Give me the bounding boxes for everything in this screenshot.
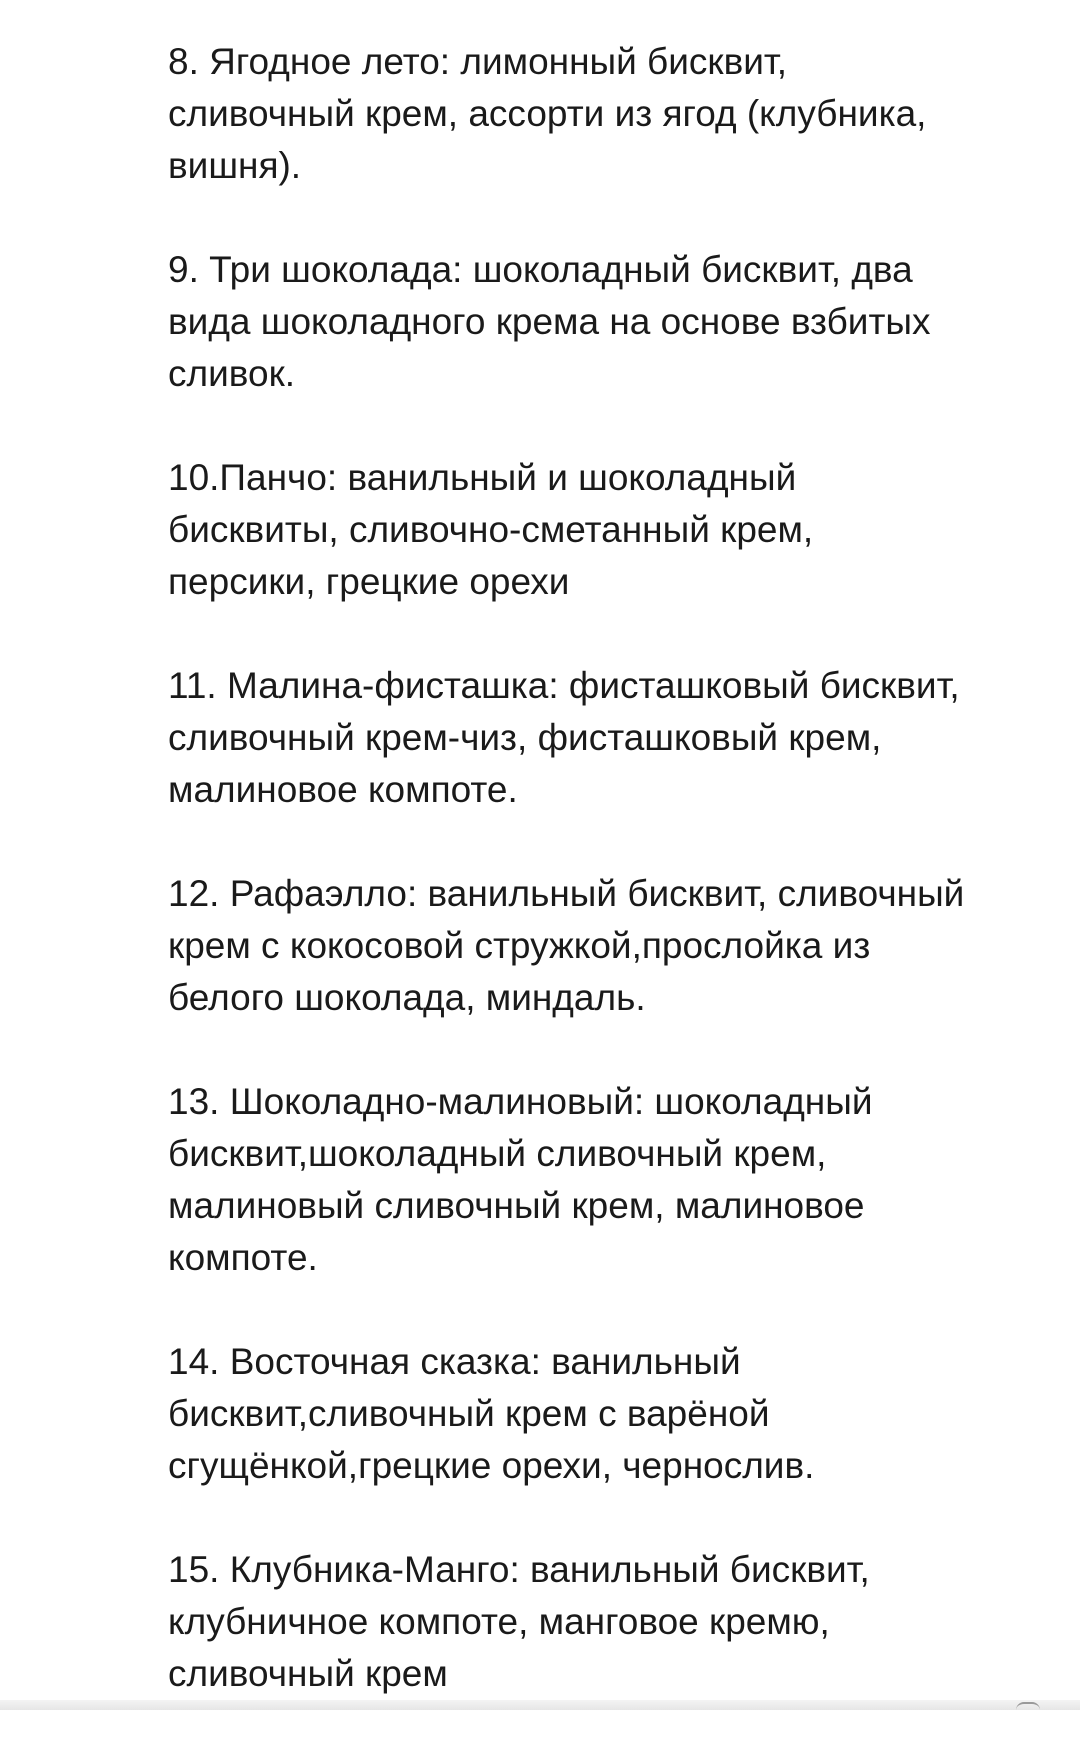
bottom-divider (0, 1700, 1080, 1710)
cake-list (168, 36, 1048, 1752)
list-item-8: 8. Ягодное лето: лимонный бисквит, сливочный крем, ассорти из ягод (клубника, вишня). (168, 41, 927, 186)
scroll-indicator-icon (1016, 1702, 1040, 1710)
list-item-11: 11. Малина-фисташка: фисташковый бисквит, сливочный крем-чиз, фисташковый крем, малиновое компоте. (168, 665, 960, 810)
list-item-15: 15. Клубника-Манго: ванильный бисквит, клубничное компоте, манговое кремю, сливочный крем (168, 1549, 870, 1694)
list-item-12: 12. Рафаэлло: ванильный бисквит, сливочный крем с кокосовой стружкой,прослойка из белого шоколада, миндаль. (168, 873, 965, 1018)
list-item-9: 9. Три шоколада: шоколадный бисквит, два вида шоколадного крема на основе взбитых сливок. (168, 249, 931, 394)
list-item-13: 13. Шоколадно-малиновый: шоколадный бисквит,шоколадный сливочный крем, малиновый сливочный крем, малиновое компоте. (168, 1081, 873, 1278)
list-item-10: 10.Панчо: ванильный и шоколадный бисквиты, сливочно-сметанный крем, персики, грецкие орехи (168, 457, 814, 602)
list-item-14: 14. Восточная сказка: ванильный бисквит,сливочный крем с варёной сгущёнкой,грецкие орехи, чернослив. (168, 1341, 815, 1486)
